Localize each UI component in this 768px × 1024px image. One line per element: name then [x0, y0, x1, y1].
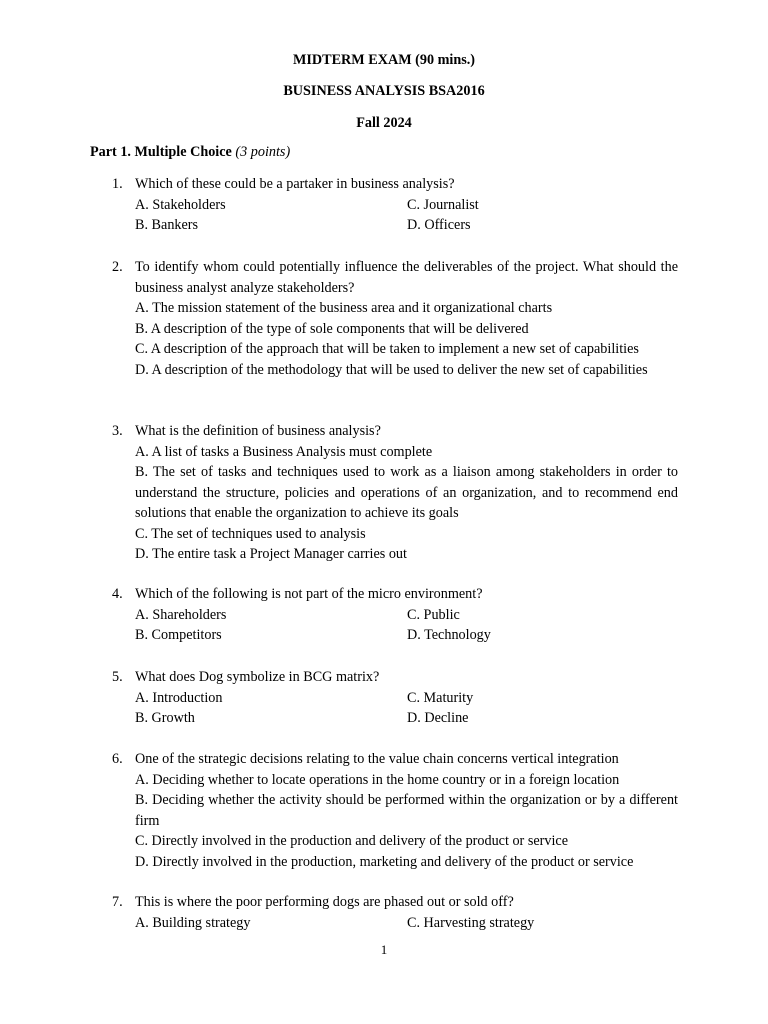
question-text: To identify whom could potentially influence the deliverables of the project. What should the business analyst analyze stakeholders? [135, 259, 678, 296]
course-title: BUSINESS ANALYSIS BSA2016 [283, 83, 485, 99]
question-5 [112, 667, 678, 729]
option-a: A. Building strategy [135, 914, 251, 931]
option-b: B. The set of tasks and techniques used to work as a liaison among stakeholders in order to understand the structure, policies and operations of an organization, and to recommend end solutions that enable the organization to achieve its goals [135, 464, 678, 521]
option-a: A. A list of tasks a Business Analysis must complete [135, 443, 433, 460]
question-text: What is the definition of business analysis? [135, 423, 381, 439]
option-d: D. Officers [407, 217, 471, 233]
option-b: B. Growth [135, 710, 195, 726]
question-text: What does Dog symbolize in BCG matrix? [135, 669, 380, 685]
option-grid [135, 913, 678, 934]
option-d: D. Directly involved in the production, marketing and delivery of the product or service [135, 853, 634, 870]
option-d: D. A description of the methodology that will be used to deliver the new set of capabilities [135, 361, 648, 378]
question-text: Which of the following is not part of the micro environment? [135, 586, 483, 602]
option-c: C. Harvesting strategy [407, 914, 535, 931]
part-title: Part 1. Multiple Choice [90, 144, 232, 160]
question-number: 4. [112, 586, 123, 602]
option-grid [135, 195, 678, 236]
option-b: B. Bankers [135, 217, 199, 233]
option-grid [135, 688, 678, 729]
question-number: 3. [112, 423, 123, 439]
option-c: C. A description of the approach that will be taken to implement a new set of capabilities [135, 341, 639, 357]
question-2 [112, 257, 678, 380]
option-b: B. A description of the type of sole components that will be delivered [135, 320, 529, 337]
option-d: D. The entire task a Project Manager carries out [135, 546, 407, 562]
part-heading [90, 144, 290, 161]
option-c: C. Public [407, 606, 460, 623]
question-number: 5. [112, 669, 123, 685]
exam-title: MIDTERM EXAM (90 mins.) [292, 52, 476, 68]
question-7 [112, 892, 678, 933]
question-number: 7. [112, 894, 123, 910]
option-a: A. Stakeholders [135, 196, 226, 213]
option-c: C. Maturity [407, 689, 474, 706]
option-a: A. Deciding whether to locate operations in the home country or in a foreign location [135, 771, 620, 788]
option-c: C. Directly involved in the production and delivery of the product or service [135, 833, 568, 849]
question-4 [112, 584, 678, 646]
question-text: One of the strategic decisions relating to the value chain concerns vertical integration [135, 751, 619, 767]
option-c: C. The set of techniques used to analysis [135, 525, 366, 542]
option-grid [135, 605, 678, 646]
option-c: C. Journalist [407, 196, 479, 213]
option-d: D. Technology [407, 627, 491, 643]
question-6 [112, 749, 678, 872]
term-label: Fall 2024 [356, 115, 412, 131]
option-a: A. Shareholders [135, 606, 227, 623]
question-1 [112, 174, 678, 236]
question-text: This is where the poor performing dogs are phased out or sold off? [135, 894, 514, 910]
question-number: 6. [112, 751, 123, 767]
part-points: (3 points) [235, 144, 291, 160]
page-number: 1 [380, 942, 388, 957]
option-b: B. Deciding whether the activity should be performed within the organization or by a different firm [135, 792, 678, 829]
option-b: B. Competitors [135, 627, 222, 643]
option-a: A. The mission statement of the business area and it organizational charts [135, 300, 553, 316]
question-text: Which of these could be a partaker in business analysis? [135, 176, 455, 192]
question-3 [112, 421, 678, 565]
option-d: D. Decline [407, 710, 469, 726]
question-number: 1. [112, 176, 123, 192]
question-number: 2. [112, 259, 123, 275]
option-a: A. Introduction [135, 689, 223, 706]
